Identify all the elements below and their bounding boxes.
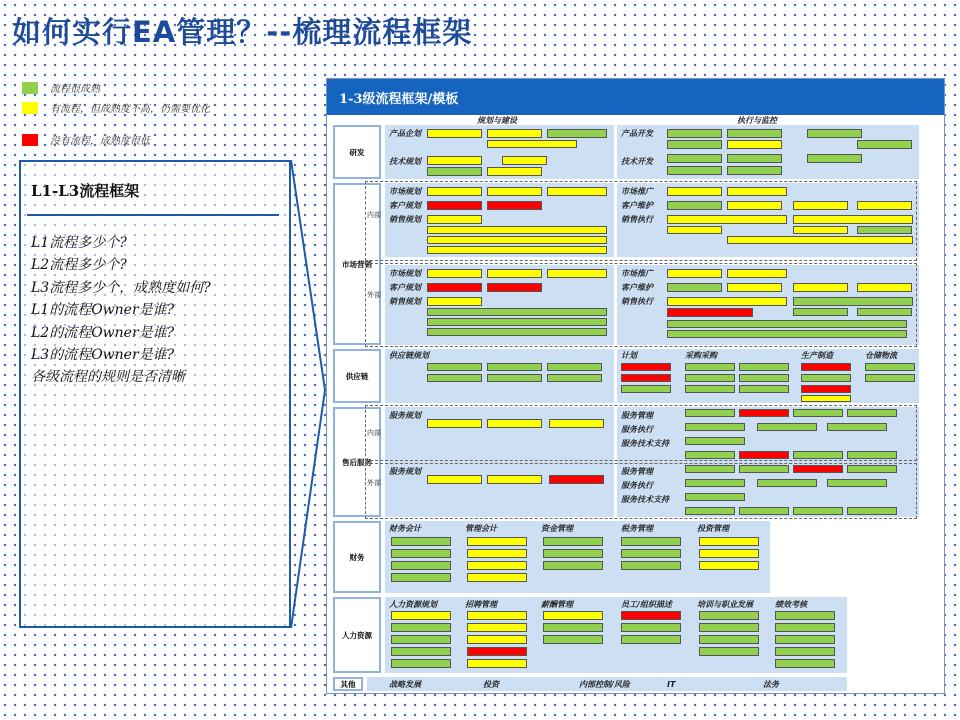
process-box <box>621 561 681 570</box>
process-box <box>685 451 735 459</box>
process-box <box>487 374 542 382</box>
process-label: 薪酬管理 <box>541 600 573 609</box>
process-box <box>727 187 787 196</box>
process-label: IT <box>667 680 676 689</box>
process-label: 投资管理 <box>697 524 729 533</box>
process-box <box>699 549 759 558</box>
process-label: 销售规划 <box>389 297 421 306</box>
process-box <box>847 451 897 459</box>
process-label: 市场规划 <box>389 187 421 196</box>
process-box <box>427 283 482 292</box>
process-box <box>667 201 722 210</box>
process-box <box>739 374 789 382</box>
process-box <box>667 283 722 292</box>
process-box <box>685 385 735 393</box>
process-label: 服务技术支持 <box>621 495 669 504</box>
process-box <box>793 297 913 306</box>
process-box <box>487 363 542 371</box>
process-box <box>427 201 482 210</box>
process-box <box>621 611 681 620</box>
process-box <box>487 475 542 484</box>
process-box <box>621 363 671 371</box>
question-item: L1流程多少个? <box>31 235 127 251</box>
legend-label: 没有流程，成熟度很低 <box>50 136 150 147</box>
process-box <box>427 187 482 196</box>
question-heading: L1-L3流程框架 <box>31 182 140 200</box>
process-box <box>667 297 787 306</box>
process-box <box>757 479 817 487</box>
process-box <box>857 226 912 234</box>
outer-label: 外部 <box>367 479 381 487</box>
process-label: 仓储物流 <box>865 351 897 360</box>
process-box <box>667 330 907 338</box>
process-box <box>621 374 671 382</box>
process-box <box>487 283 542 292</box>
process-box <box>847 465 897 473</box>
process-box <box>739 507 789 515</box>
process-box <box>807 154 862 163</box>
process-box <box>467 659 527 668</box>
process-box <box>685 409 735 417</box>
process-box <box>549 419 604 428</box>
question-list <box>31 232 211 389</box>
legend-swatch-yellow <box>22 102 38 114</box>
process-box <box>807 129 862 138</box>
process-box <box>427 363 482 371</box>
process-label: 市场规划 <box>389 269 421 278</box>
legend-item-mature <box>22 80 100 95</box>
process-label: 税务管理 <box>621 524 653 533</box>
process-label: 计划 <box>621 351 637 360</box>
process-box <box>667 308 753 317</box>
process-box <box>827 479 887 487</box>
process-box <box>801 385 851 393</box>
process-box <box>467 537 527 546</box>
process-box <box>727 140 782 149</box>
process-box <box>685 507 735 515</box>
outer-label: 外部 <box>367 291 381 299</box>
process-box <box>467 611 527 620</box>
process-box <box>727 236 913 244</box>
process-box <box>699 561 759 570</box>
process-box <box>685 479 745 487</box>
process-box <box>621 549 681 558</box>
process-label: 招聘管理 <box>465 600 497 609</box>
process-label: 市场推广 <box>621 269 653 278</box>
process-box <box>487 140 577 148</box>
process-box <box>667 129 722 138</box>
process-box <box>543 537 603 546</box>
process-box <box>739 409 789 417</box>
process-box <box>391 561 451 570</box>
process-box <box>865 363 915 371</box>
process-box <box>427 156 482 165</box>
column-header-execute: 执行与监控 <box>737 116 777 125</box>
process-box <box>391 647 451 656</box>
process-box <box>699 623 759 632</box>
process-box <box>487 167 542 176</box>
process-box <box>667 187 722 196</box>
process-box <box>793 308 848 316</box>
process-box <box>865 374 915 382</box>
process-box <box>667 320 907 328</box>
process-box <box>793 283 848 292</box>
process-box <box>487 419 542 428</box>
process-box <box>549 475 604 484</box>
process-label: 服务管理 <box>621 467 653 476</box>
process-framework <box>326 78 945 694</box>
process-label: 服务执行 <box>621 425 653 434</box>
process-label: 服务执行 <box>621 481 653 490</box>
row-label-hr: 人力资源 <box>333 597 381 673</box>
process-box <box>621 635 681 644</box>
process-box <box>487 269 542 278</box>
process-box <box>667 226 722 234</box>
process-box <box>467 647 527 656</box>
process-box <box>391 635 451 644</box>
process-label: 服务技术支持 <box>621 439 669 448</box>
process-box <box>857 283 912 292</box>
process-box <box>547 129 607 138</box>
process-box <box>775 635 835 644</box>
process-box <box>547 187 607 196</box>
process-box <box>727 166 782 175</box>
process-label: 员工/组织描述 <box>621 600 672 609</box>
process-label: 销售规划 <box>389 215 421 224</box>
process-box <box>543 611 603 620</box>
legend-item-needs-optimize <box>22 100 210 115</box>
process-label: 内部控制/风险 <box>579 680 630 689</box>
process-box <box>775 623 835 632</box>
question-item: L3流程多少个，成熟度如何? <box>31 279 211 296</box>
process-box <box>467 573 527 582</box>
process-box <box>793 215 913 224</box>
framework-title: 1-3级流程框架/模板 <box>327 79 944 115</box>
process-box <box>667 215 787 224</box>
process-box <box>685 374 735 382</box>
process-box <box>847 507 897 515</box>
process-box <box>699 611 759 620</box>
process-box <box>667 269 722 278</box>
process-box <box>391 611 451 620</box>
page-title: 如何实行EA管理？--梳理流程框架 <box>12 15 473 49</box>
process-box <box>467 635 527 644</box>
process-box <box>487 201 542 210</box>
process-box <box>685 493 745 501</box>
process-label: 销售执行 <box>621 215 653 224</box>
process-label: 产品开发 <box>621 129 653 138</box>
process-box <box>793 507 843 515</box>
process-box <box>699 647 759 656</box>
process-label: 客户规划 <box>389 283 421 292</box>
process-box <box>739 363 789 371</box>
process-box <box>391 549 451 558</box>
process-box <box>391 623 451 632</box>
process-box <box>391 573 451 582</box>
process-label: 产品企划 <box>389 129 421 138</box>
process-box <box>857 140 912 149</box>
process-box <box>543 623 603 632</box>
process-label: 技术规划 <box>389 157 421 166</box>
question-item: L2的流程Owner是谁? <box>31 324 175 341</box>
process-box <box>699 537 759 546</box>
question-item: L2流程多少个? <box>31 257 127 274</box>
process-label: 战略发展 <box>389 680 421 689</box>
process-box <box>801 395 851 402</box>
column-header-plan: 规划与建设 <box>477 116 517 125</box>
process-label: 法务 <box>763 680 779 689</box>
process-box <box>739 465 789 473</box>
process-box <box>427 269 482 278</box>
process-box <box>667 166 722 175</box>
process-box <box>739 451 789 459</box>
process-box <box>487 187 542 196</box>
process-box <box>427 167 482 176</box>
legend-swatch-red <box>22 134 38 146</box>
process-box <box>757 423 817 431</box>
process-box <box>727 283 782 292</box>
process-label: 人力资源规划 <box>389 600 437 609</box>
process-box <box>427 226 607 234</box>
process-box <box>801 363 851 371</box>
legend-swatch-green <box>22 82 38 94</box>
question-item: L1的流程Owner是谁? <box>31 302 175 319</box>
process-box <box>685 363 735 371</box>
process-box <box>427 475 482 484</box>
process-box <box>667 140 722 149</box>
question-item: 各级流程的规则是否清晰 <box>31 369 185 386</box>
process-box <box>427 129 482 138</box>
process-box <box>793 226 848 234</box>
process-box <box>621 385 671 393</box>
process-box <box>685 423 745 431</box>
process-box <box>857 308 912 316</box>
process-label: 绩效考核 <box>775 600 807 609</box>
process-label: 客户维护 <box>621 201 653 210</box>
process-box <box>427 215 482 224</box>
process-box <box>827 423 887 431</box>
process-label: 资金管理 <box>541 524 573 533</box>
process-box <box>427 374 482 382</box>
process-label: 服务规划 <box>389 467 421 476</box>
process-box <box>427 297 482 306</box>
legend-label: 流程很成熟 <box>50 84 100 95</box>
process-box <box>467 549 527 558</box>
process-box <box>621 623 681 632</box>
process-box <box>727 154 782 163</box>
process-label: 生产制造 <box>801 351 833 360</box>
process-box <box>775 659 835 668</box>
process-box <box>793 409 843 417</box>
process-box <box>685 465 735 473</box>
process-label: 投资 <box>483 680 499 689</box>
process-box <box>391 537 451 546</box>
process-box <box>793 451 843 459</box>
row-label-other: 其他 <box>333 677 363 691</box>
process-label: 管理会计 <box>465 524 497 533</box>
process-box <box>502 156 547 165</box>
process-label: 客户规划 <box>389 201 421 210</box>
row-label-supply: 供应链 <box>333 349 381 403</box>
row-label-finance: 财务 <box>333 521 381 593</box>
process-box <box>621 537 681 546</box>
process-box <box>427 318 607 326</box>
process-box <box>699 635 759 644</box>
process-box <box>427 419 482 428</box>
process-label: 市场推广 <box>621 187 653 196</box>
process-label: 供应链规划 <box>389 351 429 360</box>
process-box <box>543 549 603 558</box>
process-box <box>847 409 897 417</box>
process-box <box>667 154 722 163</box>
process-box <box>427 246 607 254</box>
inner-label: 内部 <box>367 429 381 437</box>
process-box <box>427 328 607 336</box>
process-box <box>547 269 607 278</box>
process-label: 服务规划 <box>389 411 421 420</box>
process-box <box>543 561 603 570</box>
legend-label: 有流程，但成熟度不高，仍需要优化 <box>50 104 210 115</box>
process-box <box>775 647 835 656</box>
process-box <box>857 201 912 210</box>
process-box <box>727 269 787 278</box>
process-box <box>801 374 851 382</box>
process-label: 销售执行 <box>621 297 653 306</box>
process-label: 培训与职业发展 <box>697 600 753 609</box>
process-box <box>793 201 848 210</box>
legend-item-none <box>22 132 150 147</box>
process-box <box>427 308 607 316</box>
process-box <box>727 129 782 138</box>
process-box <box>391 659 451 668</box>
row-label-rd: 研发 <box>333 125 381 179</box>
process-box <box>775 611 835 620</box>
row-label-marketing: 市场营销 <box>333 183 381 345</box>
process-box <box>487 129 542 138</box>
process-box <box>727 201 782 210</box>
process-box <box>793 465 843 473</box>
process-box <box>685 437 745 445</box>
process-label: 采购采购 <box>685 351 717 360</box>
process-box <box>739 385 789 393</box>
inner-label: 内部 <box>367 211 381 219</box>
process-box <box>547 374 602 382</box>
process-box <box>547 363 602 371</box>
process-box <box>467 623 527 632</box>
question-box <box>19 160 291 628</box>
row-label-service: 售后服务 <box>333 407 381 517</box>
process-label: 技术开发 <box>621 157 653 166</box>
process-box <box>467 561 527 570</box>
divider <box>27 214 279 216</box>
process-label: 服务管理 <box>621 411 653 420</box>
question-item: L3的流程Owner是谁? <box>31 347 175 364</box>
process-label: 财务会计 <box>389 524 421 533</box>
process-box <box>427 236 607 244</box>
process-label: 客户维护 <box>621 283 653 292</box>
process-box <box>543 635 603 644</box>
